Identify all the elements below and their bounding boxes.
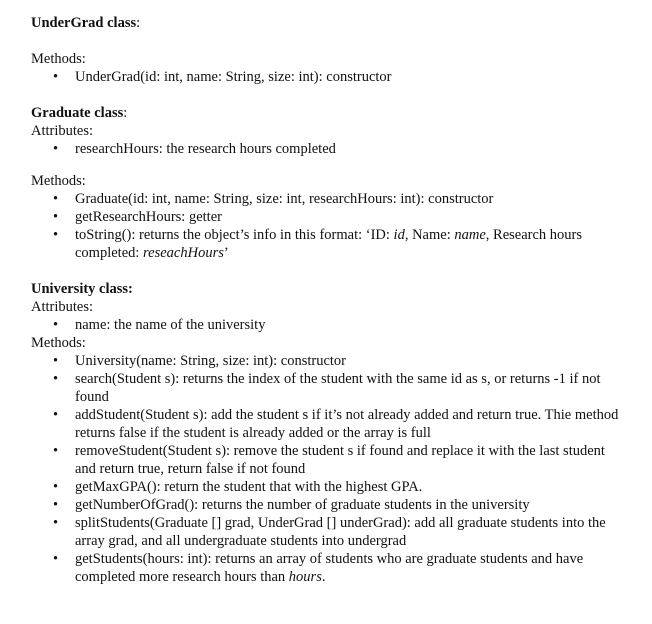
list-item <box>31 442 621 478</box>
tostring-mid2: , Research hours completed: <box>75 227 583 261</box>
list-item <box>31 140 621 158</box>
graduate-title <box>31 104 621 122</box>
university-methods-list <box>31 352 621 586</box>
bullet-icon: • <box>53 209 59 225</box>
list-item <box>31 190 621 208</box>
graduate-attributes-list <box>31 140 621 158</box>
list-item-text: addStudent(Student s): add the student s if it’s not already added and return true. Thie method returns false if the student is already added or the array is full <box>75 407 619 441</box>
list-item <box>31 406 621 442</box>
list-item-text: UnderGrad(id: int, name: String, size: int): constructor <box>75 69 392 85</box>
graduate-methods-label: Methods: <box>31 173 86 189</box>
undergrad-title <box>31 14 621 32</box>
undergrad-methods-label: Methods: <box>31 51 86 67</box>
undergrad-title-colon: : <box>136 15 141 31</box>
graduate-methods-list <box>31 190 621 262</box>
list-item <box>31 370 621 406</box>
bullet-icon: • <box>53 141 59 157</box>
list-item-text: getNumberOfGrad(): returns the number of graduate students in the university <box>75 497 530 513</box>
tostring-hours: reseachHours <box>143 245 224 261</box>
list-item <box>31 550 621 586</box>
university-attributes-label: Attributes: <box>31 299 94 315</box>
list-item <box>31 226 621 262</box>
list-item <box>31 496 621 514</box>
list-item-text: removeStudent(Student s): remove the student s if found and replace it with the last student and return true, return false if not found <box>75 443 605 477</box>
graduate-title-colon: : <box>123 105 128 121</box>
graduate-section <box>31 104 621 262</box>
list-item <box>31 514 621 550</box>
getstudents-hours: hours <box>288 569 322 585</box>
list-item-text: researchHours: the research hours completed <box>75 141 336 157</box>
tostring-suffix: ’ <box>223 245 229 261</box>
list-item-text: Graduate(id: int, name: String, size: int, researchHours: int): constructor <box>75 191 494 207</box>
bullet-icon: • <box>53 497 59 513</box>
bullet-icon: • <box>53 479 59 495</box>
bullet-icon: • <box>53 227 59 243</box>
bullet-icon: • <box>53 551 59 567</box>
list-item-text: getMaxGPA(): return the student that with the highest GPA. <box>75 479 423 495</box>
bullet-icon: • <box>53 353 59 369</box>
list-item <box>31 316 621 334</box>
list-item-text: University(name: String, size: int): constructor <box>75 353 347 369</box>
tostring-prefix: toString(): returns the object’s info in this format: ‘ID: <box>75 227 394 243</box>
graduate-attributes-label: Attributes: <box>31 123 94 139</box>
tostring-mid1: , Name: <box>404 227 455 243</box>
undergrad-section <box>31 14 621 86</box>
bullet-icon: • <box>53 191 59 207</box>
bullet-icon: • <box>53 515 59 531</box>
tostring-id: id <box>393 227 405 243</box>
list-item <box>31 208 621 226</box>
graduate-title-text: Graduate class <box>31 105 124 121</box>
undergrad-title-text: UnderGrad class <box>31 15 137 31</box>
undergrad-methods-list <box>31 68 621 86</box>
bullet-icon: • <box>53 69 59 85</box>
list-item-text: getResearchHours: getter <box>75 209 222 225</box>
university-attributes-list <box>31 316 621 334</box>
document <box>31 14 621 586</box>
list-item-text: splitStudents(Graduate [] grad, UnderGrad [] underGrad): add all graduate students into the array grad, and all undergraduate students into undergrad <box>75 515 606 549</box>
list-item <box>31 352 621 370</box>
getstudents-suffix: . <box>321 569 326 585</box>
university-section <box>31 280 621 586</box>
bullet-icon: • <box>53 443 59 459</box>
list-item <box>31 68 621 86</box>
list-item <box>31 478 621 496</box>
list-item-text <box>75 227 582 261</box>
bullet-icon: • <box>53 317 59 333</box>
getstudents-prefix: getStudents(hours: int): returns an array of students who are graduate students and have completed more research hours than <box>75 551 584 585</box>
university-title: University class: <box>31 281 133 297</box>
list-item-text <box>75 551 583 585</box>
bullet-icon: • <box>53 407 59 423</box>
university-methods-label: Methods: <box>31 335 86 351</box>
list-item-text: search(Student s): returns the index of the student with the same id as s, or returns -1 if not found <box>75 371 601 405</box>
list-item-text: name: the name of the university <box>75 317 266 333</box>
tostring-name: name <box>454 227 486 243</box>
bullet-icon: • <box>53 371 59 387</box>
